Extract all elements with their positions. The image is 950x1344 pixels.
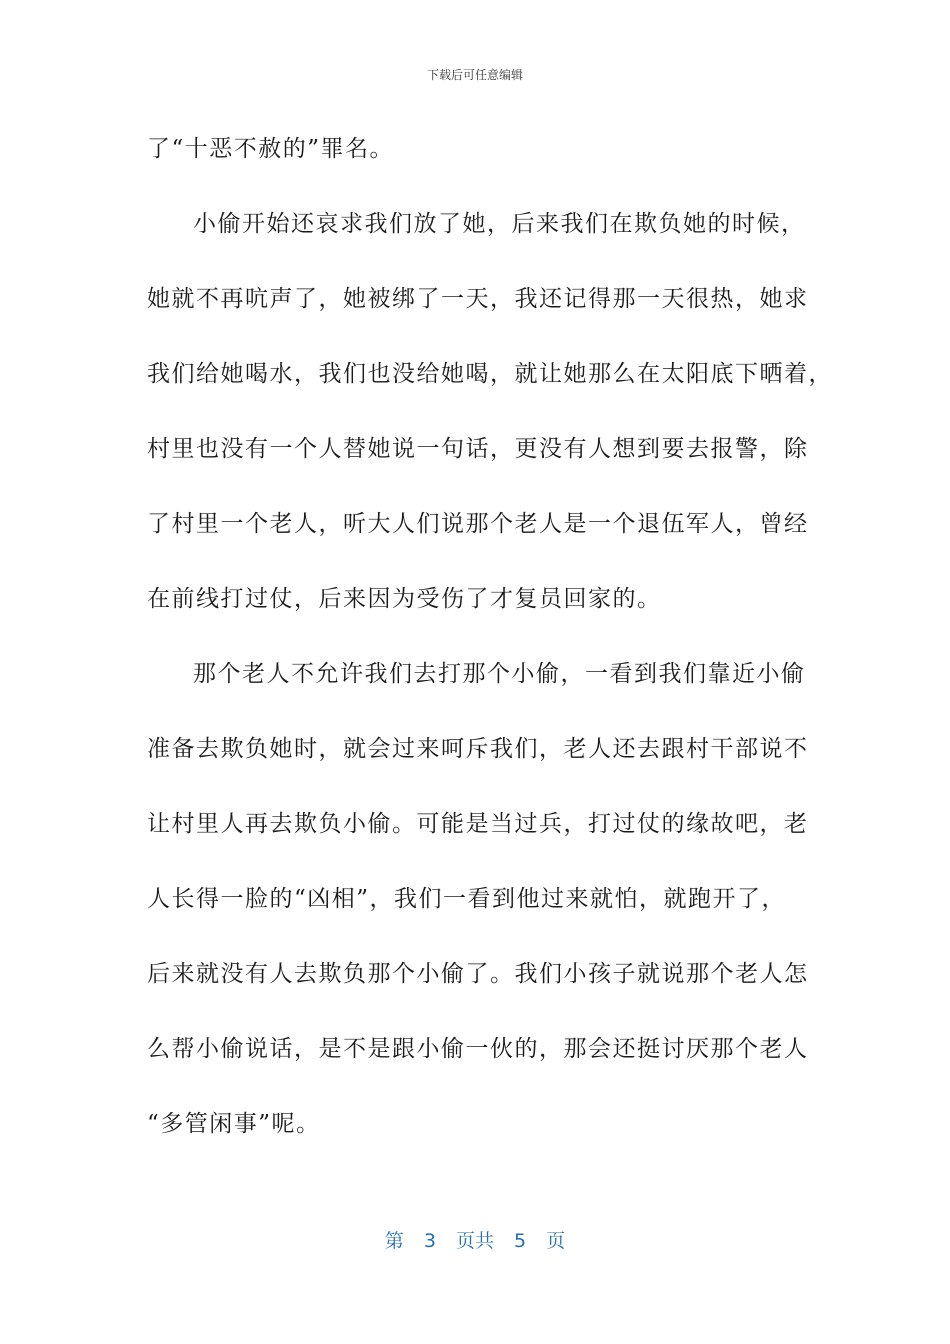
footer-current-page: 3: [423, 1230, 436, 1252]
footer-total-pages: 5: [514, 1230, 527, 1252]
page-header: 下载后可任意编辑: [426, 68, 523, 82]
text-line-2: 小偷开始还哀求我们放了她，后来我们在欺负她的时候，: [193, 211, 806, 237]
text-line-8: 那个老人不允许我们去打那个小偷，一看到我们靠近小偷: [193, 661, 806, 687]
text-line-13: 么帮小偷说话，是不是跟小偷一伙的，那会还挺讨厌那个老人: [147, 1036, 809, 1062]
document-body: [147, 112, 833, 1162]
text-line-11: 人长得一脸的“凶相”，我们一看到他过来就怕，就跑开了，: [147, 886, 787, 912]
text-line-3: 她就不再吭声了，她被绑了一天，我还记得那一天很热，她求: [147, 286, 809, 312]
text-line-12: 后来就没有人去欺负那个小偷了。我们小孩子就说那个老人怎: [147, 961, 809, 987]
page-footer: [0, 1226, 950, 1253]
text-line-14: “多管闲事”呢。: [147, 1111, 321, 1137]
footer-middle: 页共: [455, 1230, 494, 1252]
text-line-7: 在前线打过仗，后来因为受伤了才复员回家的。: [147, 586, 662, 612]
text-line-4: 我们给她喝水，我们也没给她喝，就让她那么在太阳底下晒着，: [147, 361, 833, 387]
footer-suffix: 页: [546, 1230, 566, 1252]
text-line-10: 让村里人再去欺负小偷。可能是当过兵，打过仗的缘故吧，老: [147, 811, 809, 837]
text-line-1: 了“十恶不赦的”罪名。: [147, 136, 395, 162]
text-line-9: 准备去欺负她时，就会过来呵斥我们，老人还去跟村干部说不: [147, 736, 809, 762]
text-line-5: 村里也没有一个人替她说一句话，更没有人想到要去报警，除: [147, 436, 809, 462]
text-line-6: 了村里一个老人，听大人们说那个老人是一个退伍军人，曾经: [147, 511, 809, 537]
footer-prefix: 第: [384, 1230, 404, 1252]
